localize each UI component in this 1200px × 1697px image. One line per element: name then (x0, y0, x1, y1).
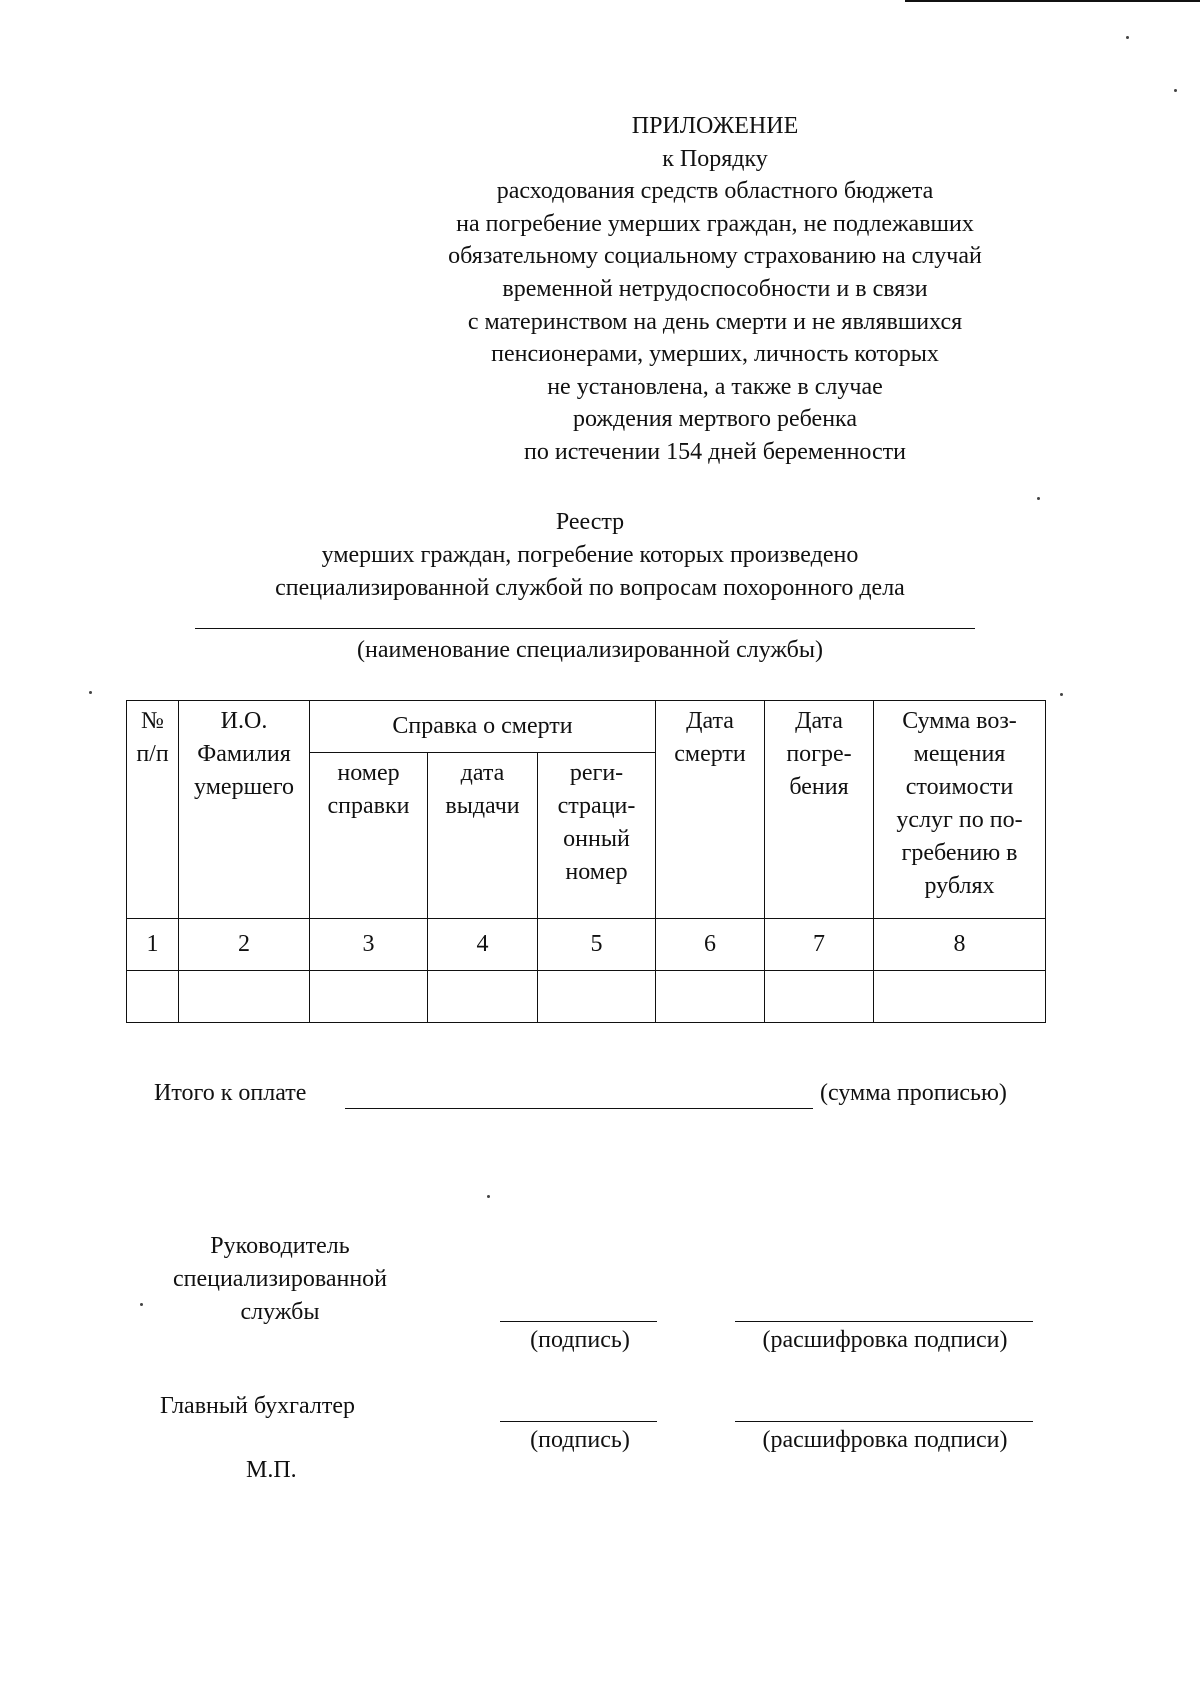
appendix-line: рождения мертвого ребенка (573, 406, 857, 433)
total-amount-line (345, 1108, 813, 1109)
col-death-date-header: Дата смерти (656, 701, 765, 919)
appendix-line: временной нетрудоспособности и в связи (502, 275, 928, 302)
empty-cell (874, 971, 1046, 1023)
signature-hint: (подпись) (530, 1327, 630, 1353)
column-number: 3 (310, 919, 428, 971)
head-decode-line (735, 1321, 1033, 1322)
appendix-line: по истечении 154 дней беременности (524, 438, 906, 465)
scan-speck (89, 691, 92, 694)
registry-title-block (180, 506, 1000, 605)
head-signature-line (500, 1321, 657, 1322)
appendix-line: на погребение умерших граждан, не подлежавших (456, 210, 974, 237)
column-number: 8 (874, 919, 1046, 971)
head-label-line: специализированной (172, 1266, 388, 1292)
empty-cell (538, 971, 656, 1023)
column-number: 5 (538, 919, 656, 971)
col-number-header: № п/п (127, 701, 179, 919)
scan-speck (140, 1303, 143, 1306)
appendix-line: к Порядку (662, 145, 768, 172)
scan-speck (487, 1195, 490, 1198)
death-certificate-header: Справка о смерти (310, 701, 656, 753)
total-label: Итого к оплате (154, 1080, 307, 1106)
sub-cert-number-header: номер справки (310, 753, 428, 919)
registry-subtitle-line: специализированной службой по вопросам похоронного дела (275, 575, 905, 601)
registry-table (126, 700, 1046, 1023)
registry-title: Реестр (555, 509, 625, 535)
stamp-placeholder: М.П. (246, 1457, 297, 1483)
appendix-line: расходования средств областного бюджета (496, 178, 934, 205)
service-name-line (195, 628, 975, 629)
col-name-header: И.О. Фамилия умершего (179, 701, 310, 919)
scan-speck (1037, 497, 1040, 500)
col-amount-header: Сумма воз-мещения стоимости услуг по по-гребению в рублях (874, 701, 1046, 919)
empty-cell (179, 971, 310, 1023)
service-name-caption: (наименование специализированной службы) (357, 637, 823, 663)
decode-hint: (расшифровка подписи) (762, 1327, 1008, 1353)
empty-cell (656, 971, 765, 1023)
empty-cell (765, 971, 874, 1023)
sub-registration-number-header: реги-страци-онный номер (538, 753, 656, 919)
col-burial-date-header: Дата погре-бения (765, 701, 874, 919)
sub-issue-date-header: дата выдачи (428, 753, 538, 919)
empty-cell (310, 971, 428, 1023)
head-of-service-label (145, 1230, 415, 1329)
empty-cell (127, 971, 179, 1023)
accountant-decode-line (735, 1421, 1033, 1422)
empty-cell (428, 971, 538, 1023)
signature-hint: (подпись) (530, 1427, 630, 1453)
appendix-line: обязательному социальному страхованию на случай (448, 243, 982, 270)
appendix-header (400, 110, 1030, 469)
appendix-line: не установлена, а также в случае (547, 373, 883, 400)
column-number: 6 (656, 919, 765, 971)
appendix-line: с материнством на день смерти и не являвшихся (467, 308, 963, 335)
appendix-title: ПРИЛОЖЕНИЕ (631, 113, 799, 139)
column-number: 7 (765, 919, 874, 971)
head-label-line: службы (240, 1299, 320, 1325)
table-row (127, 971, 1046, 1023)
column-numbers-row (127, 919, 1046, 971)
accountant-signature-line (500, 1421, 657, 1422)
head-label-line: Руководитель (210, 1233, 350, 1259)
chief-accountant-label: Главный бухгалтер (160, 1393, 355, 1419)
scan-speck (1126, 36, 1129, 39)
column-number: 1 (127, 919, 179, 971)
column-number: 4 (428, 919, 538, 971)
appendix-line: пенсионерами, умерших, личность которых (491, 341, 939, 368)
scan-speck (1060, 693, 1063, 696)
scan-edge-mark (905, 0, 1200, 2)
registry-subtitle-line: умерших граждан, погребение которых произведено (321, 542, 859, 568)
scan-speck (1174, 89, 1177, 92)
column-number: 2 (179, 919, 310, 971)
total-amount-hint: (сумма прописью) (820, 1080, 1007, 1106)
decode-hint: (расшифровка подписи) (762, 1427, 1008, 1453)
